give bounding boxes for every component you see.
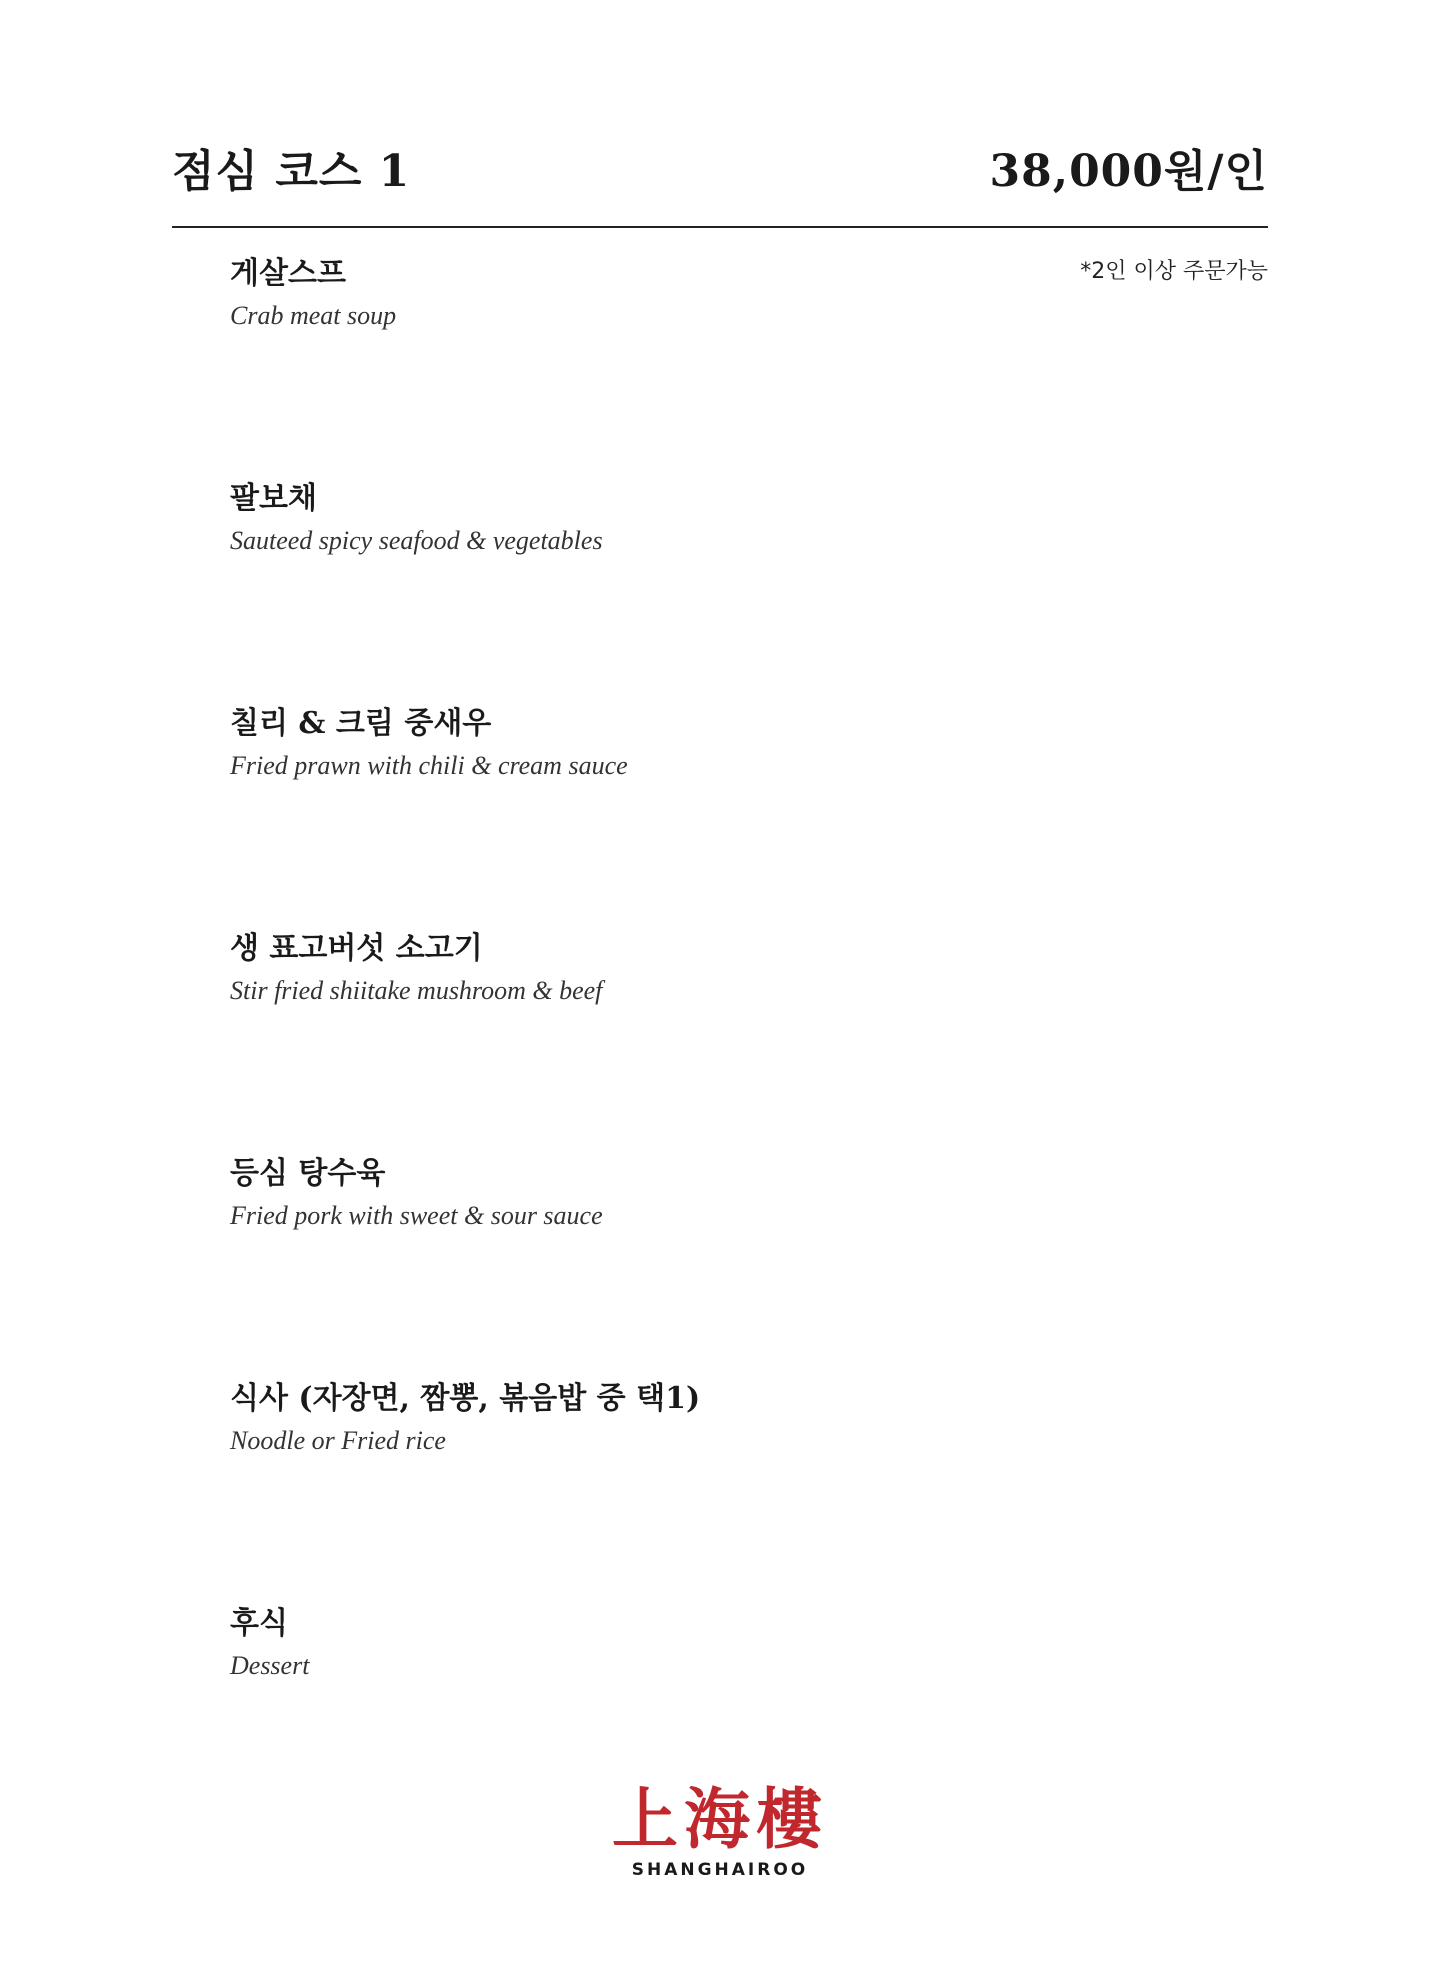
restaurant-logo (570, 1776, 870, 1896)
menu-item-sweet-sour-pork (230, 1152, 1130, 1234)
menu-item-name-kr: 게살스프 (230, 256, 346, 291)
menu-item-name-en: Fried prawn with chili & cream sauce (230, 751, 628, 780)
menu-item-crab-soup (230, 252, 1130, 334)
order-minimum-note: *2인 이상 주문가능 (1080, 259, 1268, 284)
course-title: 점심 코스 1 (172, 146, 411, 197)
menu-item-name-kr: 팔보채 (230, 481, 317, 516)
course-header (172, 140, 1268, 228)
menu-item-name-en: Sauteed spicy seafood & vegetables (230, 526, 603, 555)
menu-item-name-kr: 후식 (230, 1606, 288, 1641)
menu-item-name-en: Stir fried shiitake mushroom & beef (230, 976, 603, 1005)
logo-subtitle: SHANGHAIROO (631, 1860, 809, 1880)
menu-item-meal (230, 1377, 1130, 1459)
menu-item-palbochae (230, 477, 1130, 559)
shanghairoo-logo-mark (570, 1776, 870, 1856)
menu-item-name-kr: 칠리 & 크림 중새우 (230, 706, 492, 741)
menu-item-name-en: Fried pork with sweet & sour sauce (230, 1201, 603, 1230)
menu-item-mushroom-beef (230, 927, 1130, 1009)
menu-item-prawn (230, 702, 1130, 784)
menu-item-name-kr: 식사 (자장면, 짬뽕, 볶음밥 중 택1) (230, 1381, 701, 1416)
menu-item-name-en: Noodle or Fried rice (230, 1426, 446, 1455)
menu-item-name-kr: 등심 탕수육 (230, 1156, 386, 1191)
menu-item-name-en: Crab meat soup (230, 301, 397, 330)
course-price: 38,000원/인 (989, 146, 1268, 197)
menu-item-dessert (230, 1602, 1130, 1684)
menu-item-name-kr: 생 표고버섯 소고기 (230, 931, 483, 966)
menu-item-name-en: Dessert (230, 1651, 310, 1680)
header-divider (172, 226, 1268, 228)
logo-chinese-text: 上海樓 (612, 1781, 828, 1856)
